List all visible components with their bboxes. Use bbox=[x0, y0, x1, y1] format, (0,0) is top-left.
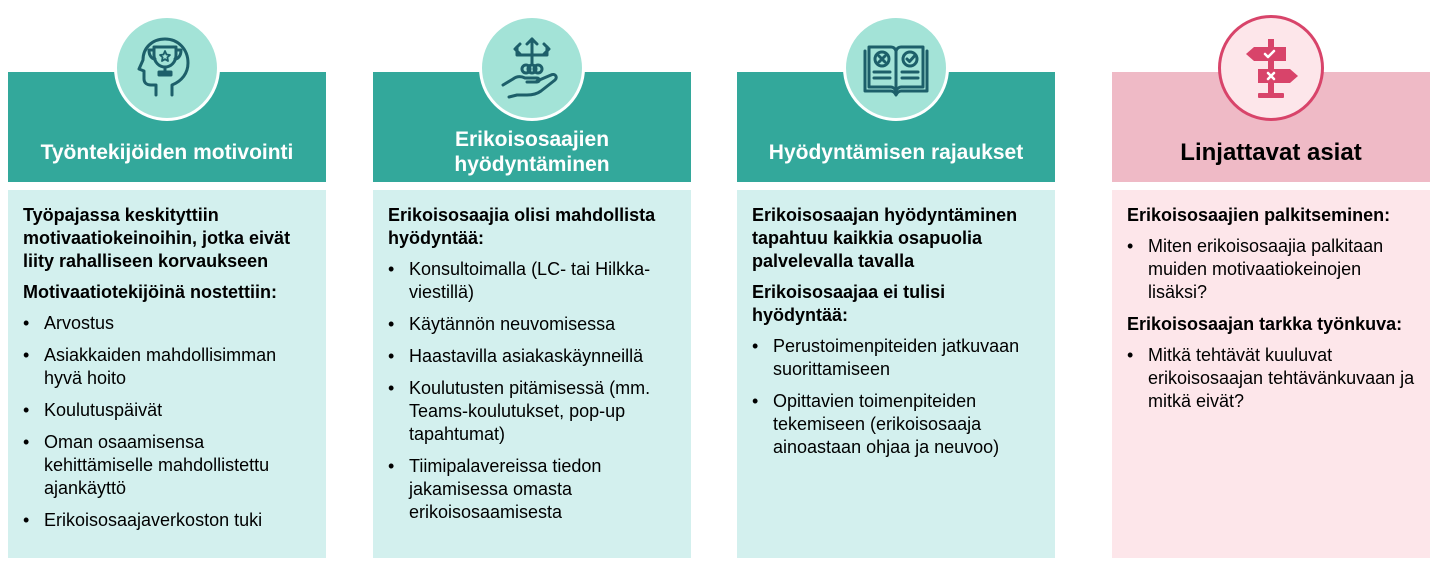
list-item: • Koulutuspäivät bbox=[23, 399, 312, 422]
bullet-list bbox=[752, 335, 1041, 459]
list-item: • Miten erikoisosaajia palkitaan muiden motivaatiokeinojen lisäksi? bbox=[1127, 235, 1416, 304]
list-item: • Tiimipalavereissa tiedon jakamisessa omasta erikoisosaamisesta bbox=[388, 455, 677, 524]
column-intro: Erikoisosaajia olisi mahdollista hyödyntää: bbox=[388, 205, 656, 248]
column-limitations bbox=[737, 0, 1055, 570]
bullet-list bbox=[23, 312, 312, 532]
column-title: Linjattavat asiat bbox=[1180, 138, 1362, 166]
list-item: • Mitkä tehtävät kuuluvat erikoisosaajan tehtävänkuvaan ja mitkä eivät? bbox=[1127, 344, 1416, 413]
column-subheading: Erikoisosaajan tarkka työnkuva: bbox=[1127, 314, 1403, 334]
bullet-list bbox=[1127, 344, 1416, 413]
list-item: • Opittavien toimenpiteiden tekemiseen (erikoisosaaja ainoastaan ohjaa ja neuvoo) bbox=[752, 390, 1041, 459]
trophy-head-icon bbox=[114, 15, 220, 121]
signpost-icon bbox=[1218, 15, 1324, 121]
column-content bbox=[373, 190, 691, 558]
list-item: • Erikoisosaajaverkoston tuki bbox=[23, 509, 312, 532]
column-title: Työntekijöiden motivointi bbox=[40, 140, 294, 164]
column-intro: Erikoisosaajan hyödyntäminen tapahtuu kaikkia osapuolia palvelevalla tavalla bbox=[752, 205, 1018, 271]
bullet-list bbox=[1127, 235, 1416, 304]
book-check-icon bbox=[843, 15, 949, 121]
list-item: • Asiakkaiden mahdollisimman hyvä hoito bbox=[23, 344, 312, 390]
column-title: Hyödyntämisen rajaukset bbox=[768, 140, 1024, 164]
column-utilization bbox=[373, 0, 691, 570]
column-motivation bbox=[8, 0, 326, 570]
column-subheading: Motivaatiotekijöinä nostettiin: bbox=[23, 282, 278, 302]
list-item: • Arvostus bbox=[23, 312, 312, 335]
list-item: • Koulutusten pitämisessä (mm. Teams-koulutukset, pop-up tapahtumat) bbox=[388, 377, 677, 446]
column-title: Erikoisosaajien hyödyntäminen bbox=[454, 128, 610, 176]
column-content bbox=[737, 190, 1055, 558]
list-item: • Perustoimenpiteiden jatkuvaan suorittamiseen bbox=[752, 335, 1041, 381]
list-item: • Oman osaamisensa kehittämiselle mahdollistettu ajankäyttö bbox=[23, 431, 312, 500]
list-item: • Konsultoimalla (LC- tai Hilkka-viestillä) bbox=[388, 258, 677, 304]
column-intro: Työpajassa keskityttiin motivaatiokeinoihin, jotka eivät liity rahalliseen korvaukseen bbox=[23, 205, 291, 271]
list-item: • Haastavilla asiakaskäynneillä bbox=[388, 345, 677, 368]
column-content bbox=[8, 190, 326, 558]
hand-arrows-icon bbox=[479, 15, 585, 121]
column-intro: Erikoisosaajien palkitseminen: bbox=[1127, 205, 1391, 225]
list-item: • Käytännön neuvomisessa bbox=[388, 313, 677, 336]
column-content bbox=[1112, 190, 1430, 558]
column-policy-items bbox=[1112, 0, 1430, 570]
column-subheading: Erikoisosaajaa ei tulisi hyödyntää: bbox=[752, 282, 946, 325]
bullet-list bbox=[388, 258, 677, 524]
